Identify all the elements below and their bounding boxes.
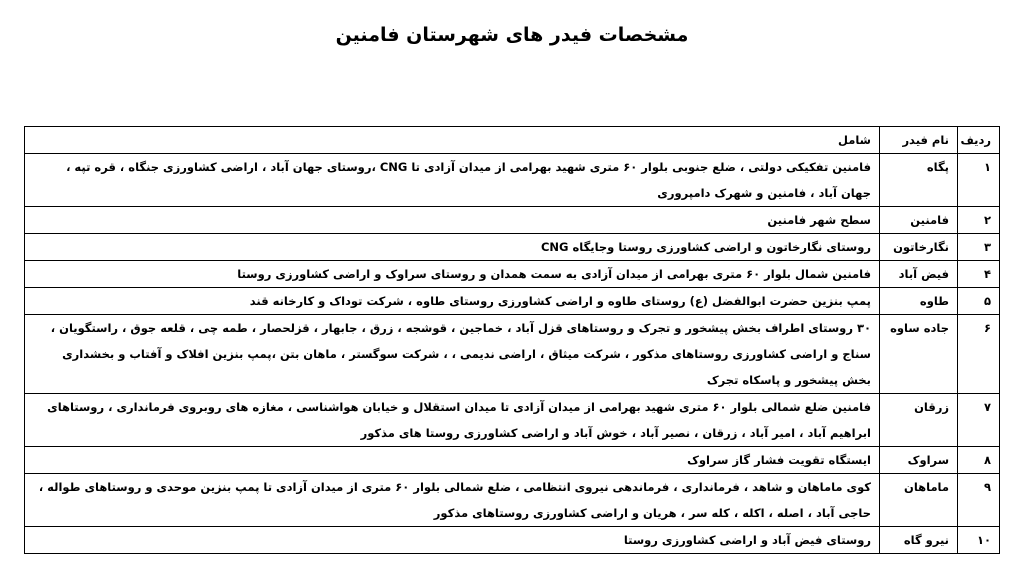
feeder-description: کوی ماماهان و شاهد ، فرمانداری ، فرماندهی نیروی انتظامی ، ضلع شمالی بلوار ۶۰ متری از میدان آزادی تا پمپ بنزین موحدی و روستاهای طواله ، حاجی آباد ، اصله ، اکله ، کله سر ، هریان و اراضی کشاورزی روستاهای مذکور — [25, 474, 880, 527]
feeder-description: پمپ بنزین حضرت ابوالفضل (ع) روستای طاوه و اراضی کشاورزی روستای طاوه ، شرکت توداک و کارخانه قند — [25, 288, 880, 315]
table-row — [25, 154, 1000, 207]
row-number: ۱۰ — [958, 527, 1000, 554]
table-row — [25, 394, 1000, 447]
header-includes: شامل — [25, 127, 880, 154]
feeder-description: روستای فیض آباد و اراضی کشاورزی روستا — [25, 527, 880, 554]
feeder-description: فامنین ضلع شمالی بلوار ۶۰ متری شهید بهرامی از میدان آزادی تا میدان استقلال و خیابان هواشناسی ، مغازه های روبروی فرمانداری ، روستاهای ابراهیم آباد ، امیر آباد ، زرقان ، نصیر آباد ، خوش آباد و اراضی کشاورزی روستا های مذکور — [25, 394, 880, 447]
feeder-name: طاوه — [880, 288, 958, 315]
feeder-description: فامنین تفکیکی دولتی ، ضلع جنوبی بلوار ۶۰ متری شهید بهرامی از میدان آزادی تا CNG ،روستای جهان آباد ، اراضی کشاورزی جنگاه ، قره تپه ، جهان آباد ، فامنین و شهرک دامپروری — [25, 154, 880, 207]
feeder-name: فامنین — [880, 207, 958, 234]
row-number: ۵ — [958, 288, 1000, 315]
row-number: ۹ — [958, 474, 1000, 527]
table-row — [25, 527, 1000, 554]
header-number: ردیف — [958, 127, 1000, 154]
feeder-name: نیرو گاه — [880, 527, 958, 554]
table-row — [25, 447, 1000, 474]
feeder-name: سراوک — [880, 447, 958, 474]
table-row — [25, 234, 1000, 261]
row-number: ۱ — [958, 154, 1000, 207]
feeder-description: ایستگاه تقویت فشار گاز سراوک — [25, 447, 880, 474]
header-feeder-name: نام فیدر — [880, 127, 958, 154]
table-row — [25, 474, 1000, 527]
feeder-table — [24, 126, 1000, 554]
row-number: ۴ — [958, 261, 1000, 288]
row-number: ۶ — [958, 315, 1000, 394]
row-number: ۷ — [958, 394, 1000, 447]
row-number: ۸ — [958, 447, 1000, 474]
table-row — [25, 207, 1000, 234]
feeder-description: فامنین شمال بلوار ۶۰ متری بهرامی از میدان آزادی به سمت همدان و روستای سراوک و اراضی کشاورزی روستا — [25, 261, 880, 288]
feeder-description: روستای نگارخاتون و اراضی کشاورزی روستا وجایگاه CNG — [25, 234, 880, 261]
table-row — [25, 288, 1000, 315]
feeder-name: پگاه — [880, 154, 958, 207]
feeder-name: جاده ساوه — [880, 315, 958, 394]
feeder-name: فیض آباد — [880, 261, 958, 288]
feeder-description: سطح شهر فامنین — [25, 207, 880, 234]
feeder-description: ۳۰ روستای اطراف بخش پیشخور و تجرک و روستاهای قزل آباد ، خماجین ، قوشجه ، زرق ، جابهار ، قزلحصار ، طمه چی ، قلعه جوق ، راستگویان ، سناج و اراضی کشاورزی روستاهای مذکور ، شرکت میثاق ، اراضی ندیمی ، ، شرکت سوگستر ، ماهان بتن ،پمپ بنزین افلاک و آفتاب و بخشداری بخش پیشخور و پاسکاه تجرک — [25, 315, 880, 394]
table-row — [25, 261, 1000, 288]
table-header-row — [25, 127, 1000, 154]
feeder-name: زرقان — [880, 394, 958, 447]
row-number: ۳ — [958, 234, 1000, 261]
page-title: مشخصات فیدر های شهرستان فامنین — [335, 24, 689, 46]
table-row — [25, 315, 1000, 394]
row-number: ۲ — [958, 207, 1000, 234]
feeder-name: نگارخاتون — [880, 234, 958, 261]
feeder-name: ماماهان — [880, 474, 958, 527]
